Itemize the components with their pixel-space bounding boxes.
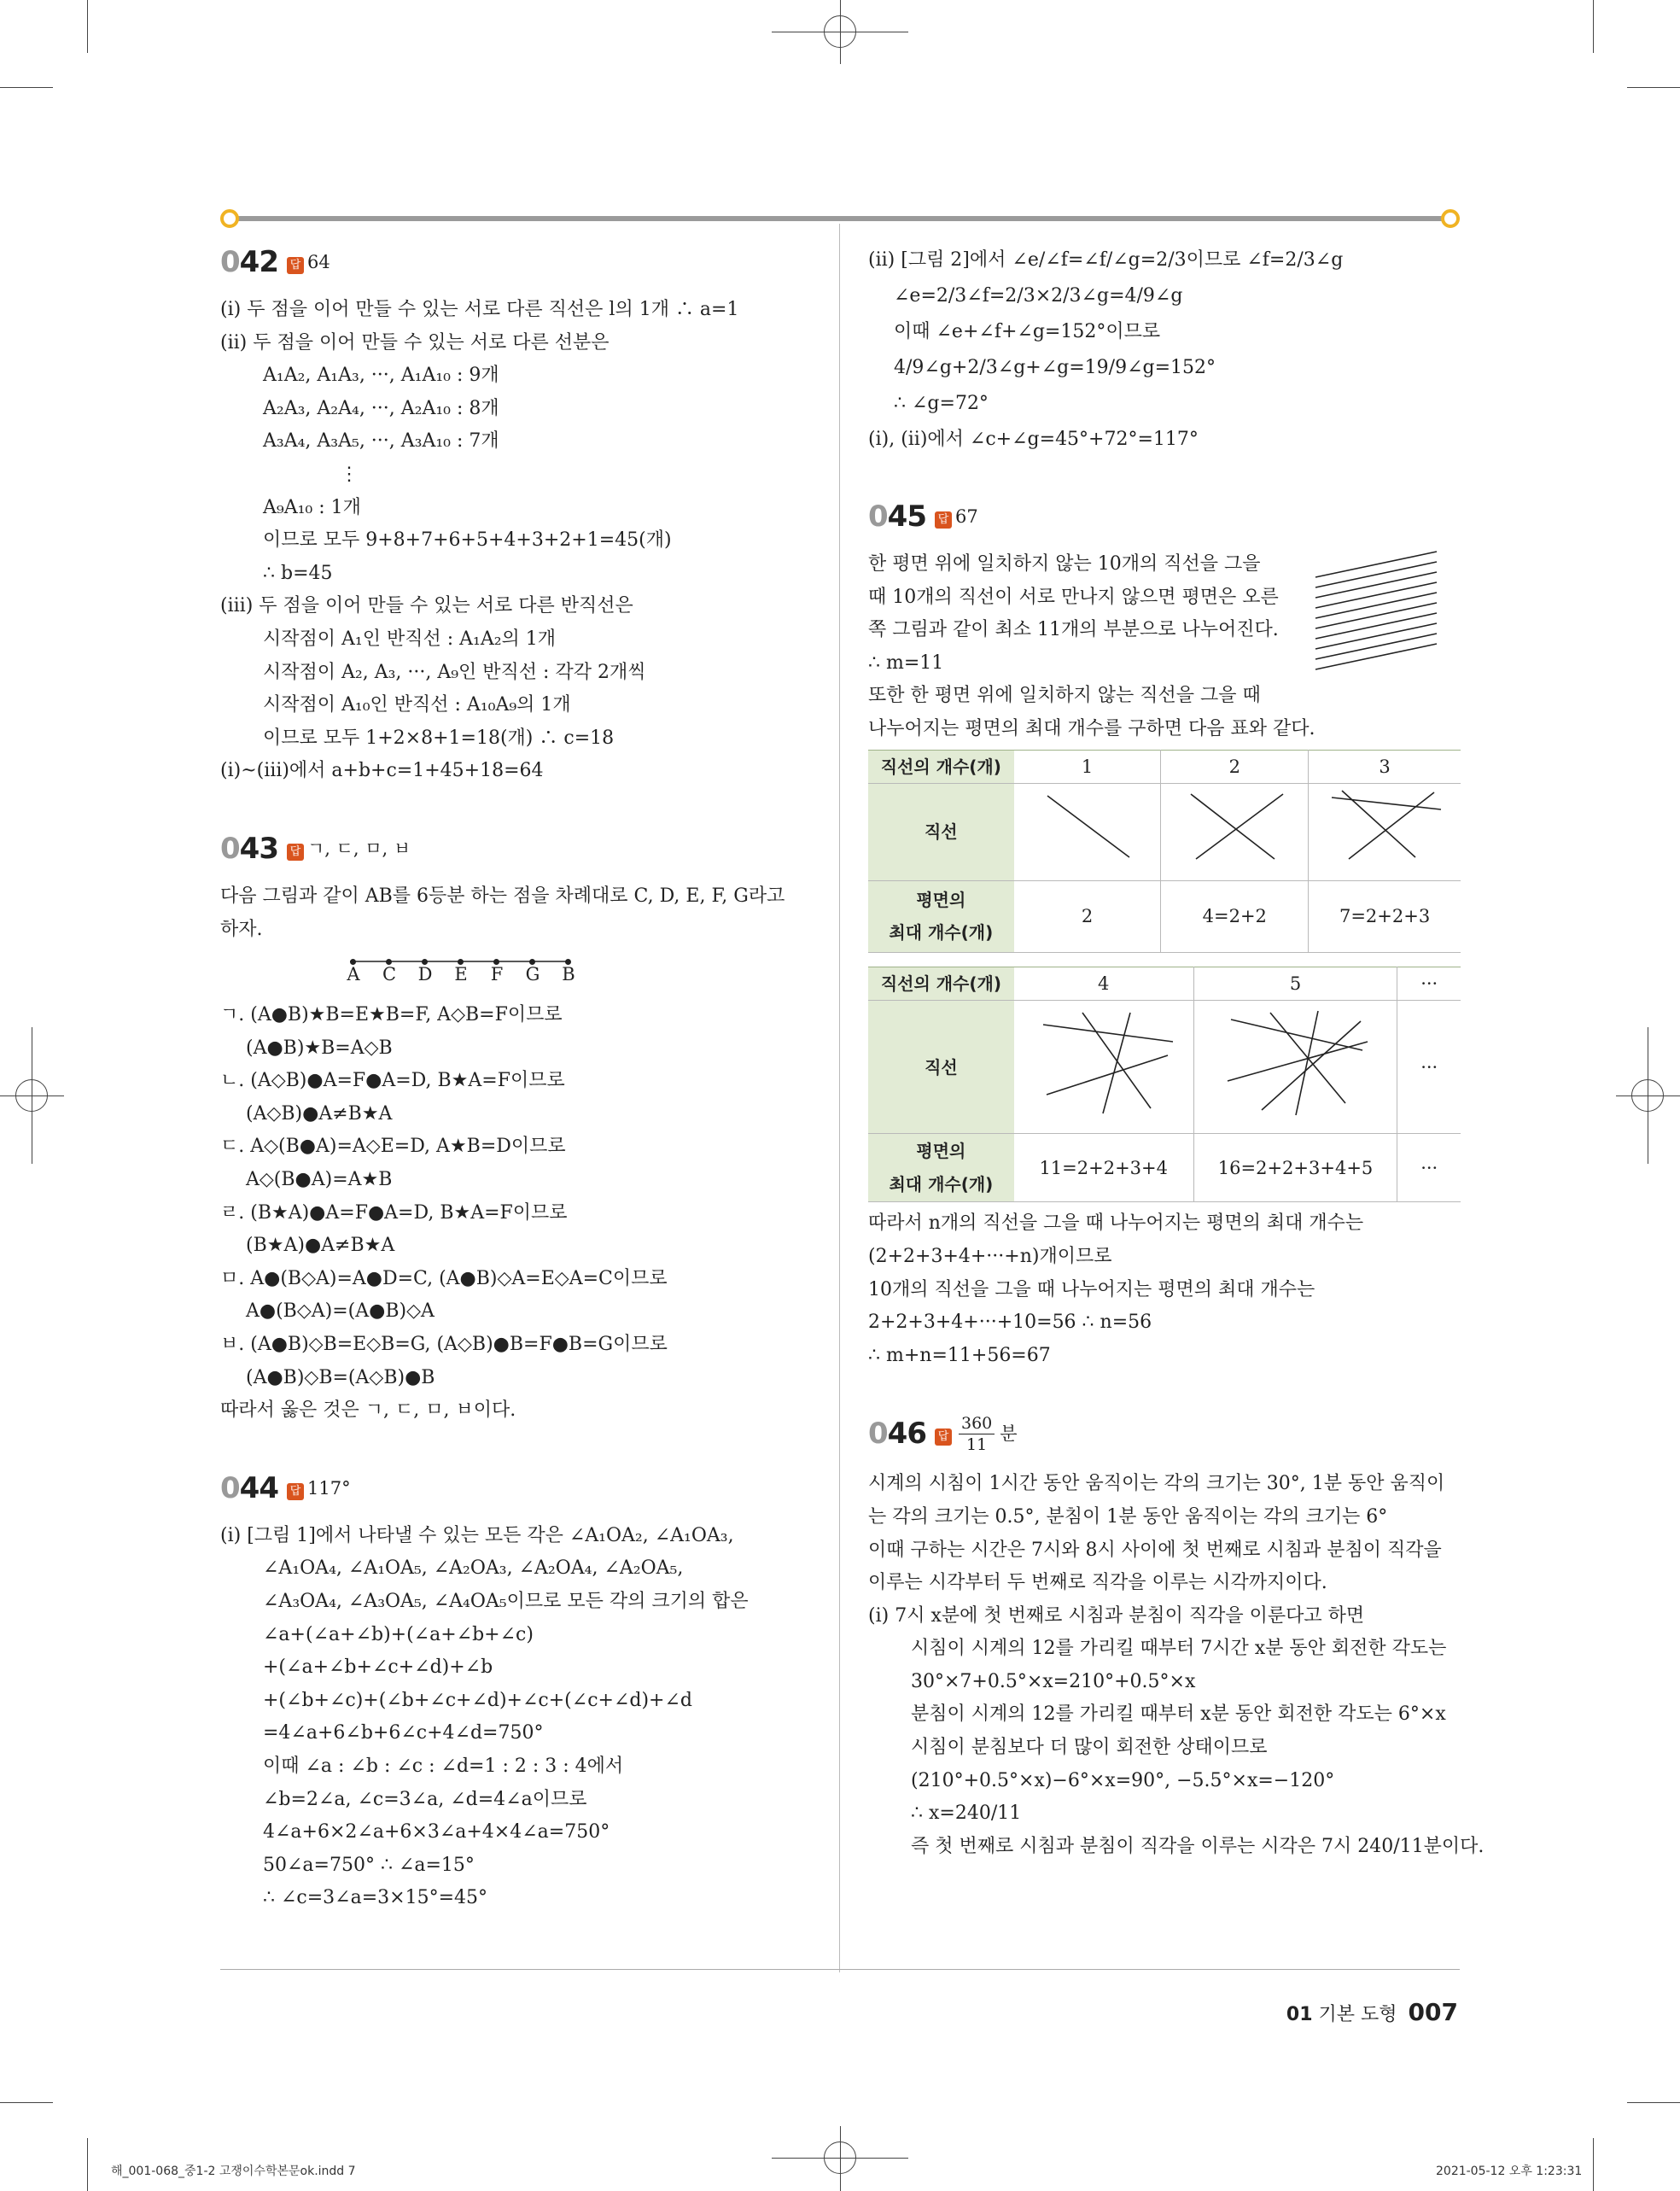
registration-circle bbox=[824, 2141, 856, 2174]
page-footer-label bbox=[1238, 1998, 1458, 2026]
intro-line: 때 10개의 직선이 서로 만나지 않으면 평면은 오른 bbox=[868, 586, 1279, 608]
print-slug-timestamp: 2021-05-12 오후 1:23:31 bbox=[1436, 2165, 1583, 2178]
solution-line: 는 각의 크기는 0.5°, 분침이 1분 동안 움직이는 각의 크기는 6° bbox=[868, 1505, 1388, 1528]
solution-line: (ⅰ) [그림 1]에서 나타낼 수 있는 모든 각은 ∠A₁OA₂, ∠A₁OA₃, bbox=[220, 1524, 734, 1546]
solution-line: 이므로 모두 9+8+7+6+5+4+3+2+1=45(개) bbox=[263, 529, 672, 552]
solution-line: ∴ x=240/11 bbox=[911, 1802, 1022, 1825]
table-header-count: 직선의 개수(개) bbox=[868, 967, 1014, 1001]
outro-line: (2+2+3+4+···+n)개이므로 bbox=[868, 1245, 1112, 1267]
problem-046-body bbox=[868, 1468, 1485, 1863]
solution-line: (210°+0.5°×x)−6°×x=90°, −5.5°×x=−120° bbox=[911, 1769, 1335, 1791]
solution-line: 이때 ∠a : ∠b : ∠c : ∠d=1 : 2 : 3 : 4에서 bbox=[263, 1755, 624, 1777]
table-cell-max: 16=2+2+3+4+5 bbox=[1193, 1134, 1397, 1202]
solution-line: ∠b=2∠a, ∠c=3∠a, ∠d=4∠a이므로 bbox=[263, 1788, 587, 1810]
solution-line: +(∠a+∠b+∠c+∠d)+∠b bbox=[263, 1656, 493, 1679]
table-cell-max: ··· bbox=[1397, 1134, 1461, 1202]
table-cell-figure bbox=[1161, 784, 1309, 881]
chapter-title: 기본 도형 bbox=[1318, 2004, 1397, 2025]
statement-line: ㄴ. (A◇B)●A=F●A=D, B★A=F이므로 bbox=[220, 1070, 565, 1092]
problem-044-continued bbox=[868, 242, 1457, 458]
crop-mark bbox=[1627, 87, 1680, 88]
problem-046-header bbox=[868, 1413, 1457, 1468]
solution-line: ∴ ∠g=72° bbox=[894, 393, 989, 414]
statement-line: ㅂ. (A●B)◇B=E◇B=G, (A◇B)●B=F●B=G이므로 bbox=[220, 1334, 668, 1356]
table-cell-max: 2 bbox=[1014, 880, 1161, 952]
problem-number: 045 bbox=[868, 500, 926, 534]
statement-line: ㅁ. A●(B◇A)=A●D=C, (A●B)◇A=E◇A=C이므로 bbox=[220, 1267, 668, 1289]
solution-line: (ⅰ) 두 점을 이어 만들 수 있는 서로 다른 직선은 l의 1개 ∴ a=1 bbox=[220, 299, 739, 320]
registration-circle bbox=[824, 15, 856, 48]
answer-value: 64 bbox=[307, 252, 330, 272]
answer-fraction: $\frac{360}{11}$ bbox=[959, 1413, 995, 1455]
segment-figure bbox=[348, 951, 818, 996]
statement-line: A◇(B●A)=A★B bbox=[246, 1169, 393, 1191]
crop-mark bbox=[1593, 2138, 1594, 2191]
outro-line: 2+2+3+4+···+10=56 ∴ n=56 bbox=[868, 1312, 1152, 1334]
solution-line: 이때 구하는 시간은 7시와 8시 사이에 첫 번째로 시침과 분침이 직각을 bbox=[868, 1539, 1442, 1561]
solution-line: 분침이 시계의 12를 가리킬 때부터 x분 동안 회전한 각도는 6°×x bbox=[911, 1703, 1446, 1726]
solution-line: 이때 ∠e+∠f+∠g=152°이므로 bbox=[894, 321, 1161, 342]
solution-line: 시계의 시침이 1시간 동안 움직이는 각의 크기는 30°, 1분 동안 움직이 bbox=[868, 1473, 1445, 1495]
solution-line: ∠a+(∠a+∠b)+(∠a+∠b+∠c) bbox=[263, 1623, 534, 1645]
intro-line: 쪽 그림과 같이 최소 11개의 부분으로 나누어진다. bbox=[868, 619, 1279, 641]
problem-045-header bbox=[868, 500, 1457, 548]
intro-line: 한 평면 위에 일치하지 않는 10개의 직선을 그을 bbox=[868, 553, 1261, 575]
problem-042-body bbox=[220, 294, 818, 788]
table-cell-figure bbox=[1014, 784, 1161, 881]
solution-line: ∠A₁OA₄, ∠A₁OA₅, ∠A₂OA₃, ∠A₂OA₄, ∠A₂OA₅, bbox=[263, 1557, 684, 1580]
solution-line: A₁A₂, A₁A₃, ···, A₁A₁₀ : 9개 bbox=[263, 365, 499, 387]
answer-unit: 분 bbox=[1000, 1423, 1018, 1445]
lines-table-1 bbox=[868, 750, 1461, 953]
crop-mark bbox=[87, 0, 88, 53]
solution-line: (ⅱ) 두 점을 이어 만들 수 있는 서로 다른 선분은 bbox=[220, 331, 610, 353]
top-bar bbox=[232, 216, 1450, 221]
solution-line: (ⅰ), (ⅱ)에서 ∠c+∠g=45°+72°=117° bbox=[868, 429, 1199, 450]
table-cell-count: 5 bbox=[1193, 967, 1397, 1001]
solution-line: ∴ ∠c=3∠a=3×15°=45° bbox=[263, 1887, 488, 1909]
solution-line: 시작점이 A₁인 반직선 : A₁A₂의 1개 bbox=[263, 628, 557, 650]
crop-mark bbox=[0, 2102, 53, 2103]
table-cell-count: 2 bbox=[1161, 750, 1309, 784]
five-lines-figure bbox=[1202, 1002, 1390, 1122]
solution-line: 시작점이 A₁₀인 반직선 : A₁₀A₉의 1개 bbox=[263, 694, 571, 716]
solution-line: 시침이 시계의 12를 가리킬 때부터 7시간 x분 동안 회전한 각도는 bbox=[911, 1638, 1447, 1660]
statement-line: 따라서 옳은 것은 ㄱ, ㄷ, ㅁ, ㅂ이다. bbox=[220, 1399, 516, 1422]
four-lines-figure bbox=[1023, 1002, 1185, 1122]
table-header-max: 평면의 최대 개수(개) bbox=[868, 880, 1014, 952]
segment-point-label: G bbox=[525, 964, 540, 985]
intro-line: 다음 그림과 같이 AB를 6등분 하는 점을 차례대로 C, D, E, F, G라고 bbox=[220, 885, 785, 907]
solution-line: 이므로 모두 1+2×8+1=18(개) ∴ c=18 bbox=[263, 727, 615, 749]
top-bar-ring-left bbox=[220, 209, 239, 228]
top-bar-ring-right bbox=[1441, 209, 1460, 228]
solution-line: =4∠a+6∠b+6∠c+4∠d=750° bbox=[263, 1722, 544, 1744]
table-cell-figure bbox=[1014, 1001, 1193, 1134]
solution-line: (ⅱ) [그림 2]에서 ∠e/∠f=∠f/∠g=2/3이므로 ∠f=2/3∠g bbox=[868, 249, 1344, 271]
solution-line: 30°×7+0.5°×x=210°+0.5°×x bbox=[911, 1670, 1196, 1692]
statement-line: ㄷ. A◇(B●A)=A◇E=D, A★B=D이므로 bbox=[220, 1136, 566, 1158]
solution-line: ⋮ bbox=[340, 463, 359, 485]
table-header-lines: 직선 bbox=[868, 784, 1014, 881]
page-number: 007 bbox=[1408, 1998, 1458, 2026]
table-cell-max: 11=2+2+3+4 bbox=[1014, 1134, 1193, 1202]
problem-045-body bbox=[868, 548, 1457, 1372]
solution-line: 50∠a=750° ∴ ∠a=15° bbox=[263, 1854, 475, 1876]
answer-badge: 답 bbox=[287, 257, 304, 274]
statement-line: A●(B◇A)=(A●B)◇A bbox=[246, 1300, 435, 1323]
statement-line: ㄹ. (B★A)●A=F●A=D, B★A=F이므로 bbox=[220, 1201, 568, 1224]
solution-line: (ⅲ) 두 점을 이어 만들 수 있는 서로 다른 반직선은 bbox=[220, 595, 633, 617]
two-lines-figure bbox=[1170, 784, 1298, 869]
table-header-max: 평면의 최대 개수(개) bbox=[868, 1134, 1014, 1202]
crop-mark bbox=[87, 2138, 88, 2191]
column-divider bbox=[839, 224, 840, 1972]
solution-line: 시침이 분침보다 더 많이 회전한 상태이므로 bbox=[911, 1737, 1268, 1759]
intro-line: 나누어지는 평면의 최대 개수를 구하면 다음 표와 같다. bbox=[868, 717, 1315, 739]
segment-point-label: C bbox=[382, 964, 397, 985]
segment-point-label: E bbox=[454, 964, 468, 985]
outro-line: 10개의 직선을 그을 때 나누어지는 평면의 최대 개수는 bbox=[868, 1278, 1315, 1300]
problem-042-header bbox=[220, 246, 818, 294]
statement-line: ㄱ. (A●B)★B=E★B=F, A◇B=F이므로 bbox=[220, 1004, 563, 1026]
parallel-lines-figure bbox=[1312, 548, 1440, 685]
crop-mark bbox=[0, 87, 53, 88]
table-header-lines: 직선 bbox=[868, 1001, 1014, 1134]
solution-line: 즉 첫 번째로 시침과 분침이 직각을 이루는 시각은 7시 240/11분이다. bbox=[911, 1835, 1485, 1857]
crop-mark bbox=[1627, 2102, 1680, 2103]
problem-number: 046 bbox=[868, 1417, 926, 1452]
answer-value: ㄱ, ㄷ, ㅁ, ㅂ bbox=[307, 838, 411, 859]
problem-number: 042 bbox=[220, 245, 278, 279]
solution-line: +(∠b+∠c)+(∠b+∠c+∠d)+∠c+(∠c+∠d)+∠d bbox=[263, 1689, 693, 1711]
segment-point-label: A bbox=[347, 964, 360, 985]
crop-mark bbox=[1593, 0, 1594, 53]
answer-value: 117° bbox=[307, 1477, 351, 1499]
solution-line: 4/9∠g+2/3∠g+∠g=19/9∠g=152° bbox=[894, 357, 1216, 378]
right-column bbox=[868, 242, 1485, 1863]
chapter-number: 01 bbox=[1286, 2004, 1313, 2025]
registration-circle bbox=[1631, 1079, 1664, 1112]
bottom-rule bbox=[220, 1969, 1460, 1970]
solution-line: (ⅰ)~(ⅲ)에서 a+b+c=1+45+18=64 bbox=[220, 760, 544, 782]
problem-number: 043 bbox=[220, 831, 278, 866]
outro-line: ∴ m+n=11+56=67 bbox=[868, 1344, 1051, 1366]
intro-line: ∴ m=11 bbox=[868, 651, 944, 674]
problem-043-body bbox=[220, 880, 818, 1428]
solution-line: ∴ b=45 bbox=[263, 562, 333, 584]
problem-number: 044 bbox=[220, 1470, 278, 1505]
solution-line: A₉A₁₀ : 1개 bbox=[263, 496, 361, 518]
segment-point-label: B bbox=[562, 964, 575, 985]
intro-line: 하자. bbox=[220, 918, 263, 940]
solution-line: 시작점이 A₂, A₃, ···, A₉인 반직선 : 각각 2개씩 bbox=[263, 661, 646, 683]
table-cell-dots: ··· bbox=[1397, 1001, 1461, 1134]
solution-line: (ⅰ) 7시 x분에 첫 번째로 시침과 분침이 직각을 이룬다고 하면 bbox=[868, 1604, 1365, 1627]
statement-line: (A●B)★B=A◇B bbox=[246, 1037, 393, 1059]
problem-044-body bbox=[220, 1520, 818, 1915]
three-lines-figure bbox=[1316, 784, 1453, 869]
statement-line: (A●B)◇B=(A◇B)●B bbox=[246, 1366, 435, 1388]
segment-point-label: F bbox=[490, 964, 504, 985]
problem-043-header bbox=[220, 833, 818, 880]
table-cell-figure bbox=[1193, 1001, 1397, 1134]
segment-point-label: D bbox=[417, 964, 433, 985]
left-column bbox=[220, 246, 818, 1915]
table-cell-max: 7=2+2+3 bbox=[1309, 880, 1461, 952]
outro-line: 따라서 n개의 직선을 그을 때 나누어지는 평면의 최대 개수는 bbox=[868, 1212, 1364, 1235]
answer-badge: 답 bbox=[287, 1483, 304, 1500]
lines-table-2 bbox=[868, 967, 1461, 1203]
statement-line: (A◇B)●A≠B★A bbox=[246, 1102, 393, 1125]
answer-badge: 답 bbox=[935, 511, 952, 529]
solution-line: A₃A₄, A₃A₅, ···, A₃A₁₀ : 7개 bbox=[263, 430, 499, 453]
table-cell-count: 3 bbox=[1309, 750, 1461, 784]
table-cell-count: 1 bbox=[1014, 750, 1161, 784]
answer-value: 67 bbox=[955, 506, 978, 527]
solution-line: A₂A₃, A₂A₄, ···, A₂A₁₀ : 8개 bbox=[263, 397, 499, 419]
intro-line: 또한 한 평면 위에 일치하지 않는 직선을 그을 때 bbox=[868, 685, 1261, 707]
statement-line: (B★A)●A≠B★A bbox=[246, 1235, 395, 1257]
registration-circle bbox=[15, 1079, 48, 1112]
table-cell-max: 4=2+2 bbox=[1161, 880, 1309, 952]
solution-line: ∠A₃OA₄, ∠A₃OA₅, ∠A₄OA₅이므로 모든 각의 크기의 합은 bbox=[263, 1591, 749, 1612]
print-slug-file: 해_001-068_중1-2 고쟁이수학본문ok.indd 7 bbox=[111, 2165, 356, 2178]
table-cell-count: ··· bbox=[1397, 967, 1461, 1001]
answer-badge: 답 bbox=[935, 1429, 952, 1446]
table-cell-figure bbox=[1309, 784, 1461, 881]
solution-line: ∠e=2/3∠f=2/3×2/3∠g=4/9∠g bbox=[894, 285, 1183, 307]
answer-badge: 답 bbox=[287, 844, 304, 861]
problem-044-header bbox=[220, 1472, 818, 1520]
table-header-count: 직선의 개수(개) bbox=[868, 750, 1014, 784]
solution-line: 4∠a+6×2∠a+6×3∠a+4×4∠a=750° bbox=[263, 1821, 610, 1843]
one-line-figure bbox=[1024, 784, 1152, 869]
solution-line: 이루는 시각부터 두 번째로 직각을 이루는 시각까지이다. bbox=[868, 1572, 1327, 1594]
table-cell-count: 4 bbox=[1014, 967, 1193, 1001]
